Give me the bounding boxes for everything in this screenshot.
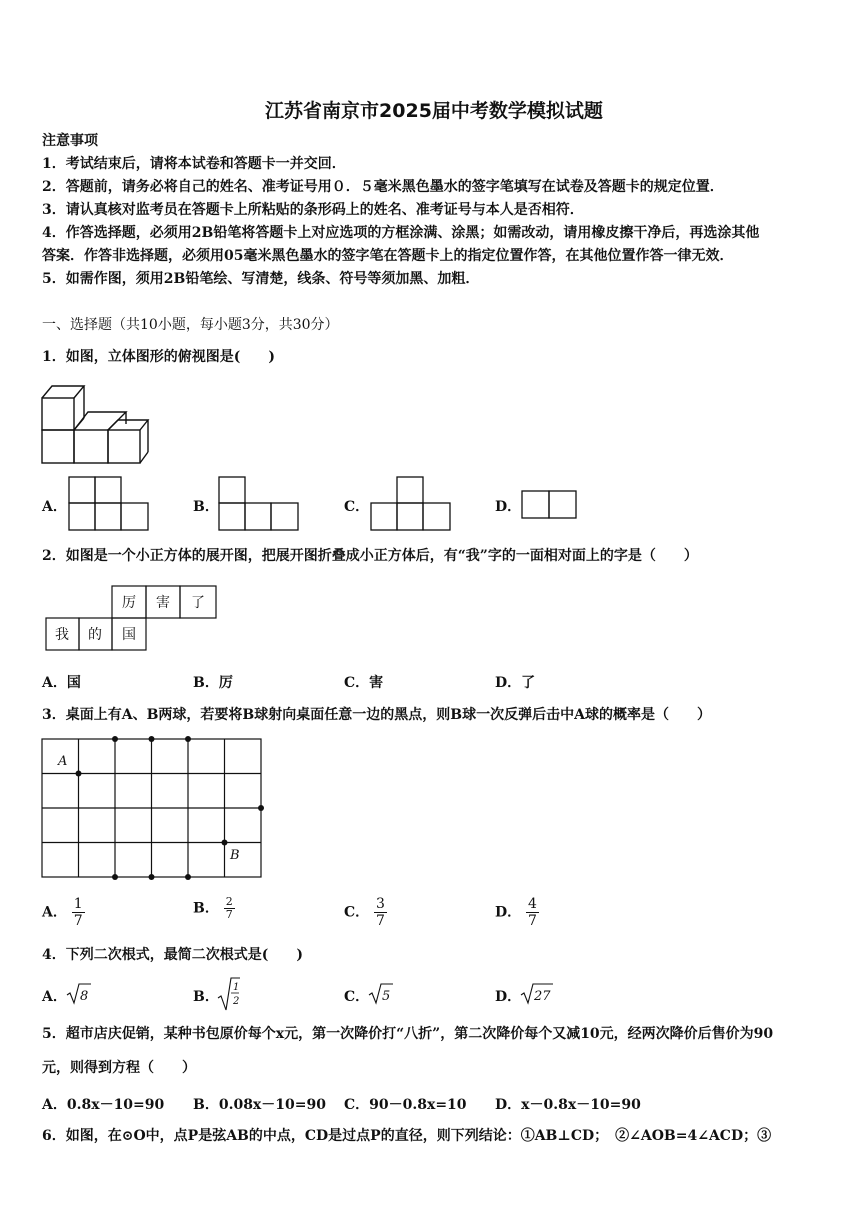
net-cell: 害 (156, 595, 170, 611)
net-cell: 的 (88, 627, 102, 643)
q5-option-a[interactable]: A．0.8x－10=90 (42, 1097, 165, 1113)
q1-solid-figure (40, 384, 152, 466)
q1-option-b-label: B． (193, 499, 219, 515)
section-heading: 一、选择题（共10小题，每小题3分，共30分） (42, 317, 339, 333)
net-cell: 厉 (122, 595, 136, 611)
q3-option-c[interactable] (344, 896, 387, 929)
page-title: 江苏省南京市2025届中考数学模拟试题 (265, 100, 603, 122)
q5-option-d[interactable]: D．x－0.8x－10=90 (495, 1097, 641, 1113)
q4-option-a-radical[interactable] (66, 982, 92, 1006)
q2-option-d[interactable]: D．了 (495, 675, 536, 691)
q1-option-c-label: C． (344, 499, 370, 515)
question-2-stem: 2．如图是一个小正方体的展开图，把展开图折叠成小正方体后，有“我”字的一面相对面上的字是（ ） (42, 548, 698, 564)
option-label: D． (495, 904, 522, 921)
notice-item: 4．作答选择题，必须用2B铅笔将答题卡上对应选项的方框涂满、涂黑；如需改动，请用橡皮擦干净后，再选涂其他 (42, 225, 760, 241)
q1-option-d-figure[interactable] (521, 490, 579, 520)
point-b-label: B (230, 848, 240, 863)
q4-option-a-label: A． (42, 989, 67, 1005)
radicand: 5 (382, 989, 391, 1004)
notice-heading: 注意事项 (42, 133, 98, 149)
fraction: $\frac{4}{7}$ (528, 896, 537, 929)
radicand-numerator: 1 (233, 982, 240, 993)
question-5-stem: 5．超市店庆促销，某种书包原价每个x元，第一次降价打“八折”，第二次降价每个又减10元，经两次降价后售价为90 (42, 1026, 774, 1042)
q3-option-d[interactable] (495, 896, 539, 929)
fraction: $\frac{3}{7}$ (376, 896, 385, 929)
net-cell: 国 (122, 627, 136, 643)
notice-item: 答案．作答非选择题，必须用05毫米黑色墨水的签字笔在答题卡上的指定位置作答，在其他位置作答一律无效． (42, 248, 734, 264)
fraction: $\frac{2}{7}$ (225, 895, 233, 921)
option-label: C． (344, 904, 370, 921)
q2-option-a[interactable]: A．国 (42, 675, 81, 691)
notice-item: 5．如需作图，须用2B铅笔绘、写清楚，线条、符号等须加黑、加粗． (42, 271, 480, 287)
radicand: 27 (534, 989, 551, 1004)
option-label: B． (193, 900, 219, 917)
q3-option-a[interactable] (42, 896, 85, 929)
q1-option-a-figure[interactable] (68, 476, 150, 532)
q4-option-d-label: D． (495, 989, 522, 1005)
net-cell: 了 (191, 595, 205, 611)
radicand: 8 (80, 989, 89, 1004)
q3-option-b[interactable] (193, 896, 235, 921)
fraction: $\frac{1}{7}$ (73, 896, 83, 929)
q1-option-a-label: A． (42, 499, 67, 515)
notice-item: 2．答题前，请务必将自己的姓名、准考证号用０．５毫米黑色墨水的签字笔填写在试卷及答题卡的规定位置． (42, 179, 724, 195)
q2-option-c[interactable]: C．害 (344, 675, 384, 691)
q4-option-b-radical[interactable] (217, 976, 241, 1012)
q5-option-c[interactable]: C．90－0.8x=10 (344, 1097, 467, 1113)
point-a-label: A (58, 754, 68, 769)
q5-option-b[interactable]: B．0.08x－10=90 (193, 1097, 326, 1113)
q4-option-c-label: C． (344, 989, 370, 1005)
question-3-stem: 3．桌面上有A、B两球，若要将B球射向桌面任意一边的黑点，则B球一次反弹后击中A球的概率是（ ） (42, 707, 711, 723)
question-6-stem: 6．如图，在⊙O中，点P是弦AB的中点，CD是过点P的直径，则下列结论：①AB⊥CD； ②∠AOB=4∠ACD；③ (42, 1128, 772, 1144)
net-cell: 我 (55, 627, 69, 643)
question-4-stem: 4．下列二次根式，最简二次根式是( ) (42, 947, 303, 963)
radicand-denominator: 2 (233, 996, 240, 1007)
question-5-stem-cont: 元，则得到方程（ ） (42, 1060, 196, 1076)
question-1-stem: 1．如图，立体图形的俯视图是( ) (42, 349, 275, 365)
q4-option-b-label: B． (193, 989, 219, 1005)
q1-option-b-figure[interactable] (218, 476, 300, 532)
q2-cube-net (44, 584, 219, 654)
q4-option-d-radical[interactable] (520, 982, 554, 1006)
q3-billiard-grid (40, 736, 266, 882)
q2-option-b[interactable]: B．厉 (193, 675, 233, 691)
option-label: A． (42, 904, 67, 921)
q1-option-d-label: D． (495, 499, 522, 515)
notice-item: 3．请认真核对监考员在答题卡上所粘贴的条形码上的姓名、准考证号与本人是否相符． (42, 202, 584, 218)
notice-item: 1．考试结束后，请将本试卷和答题卡一并交回． (42, 156, 346, 172)
q4-option-c-radical[interactable] (368, 982, 394, 1006)
q1-option-c-figure[interactable] (370, 476, 452, 532)
